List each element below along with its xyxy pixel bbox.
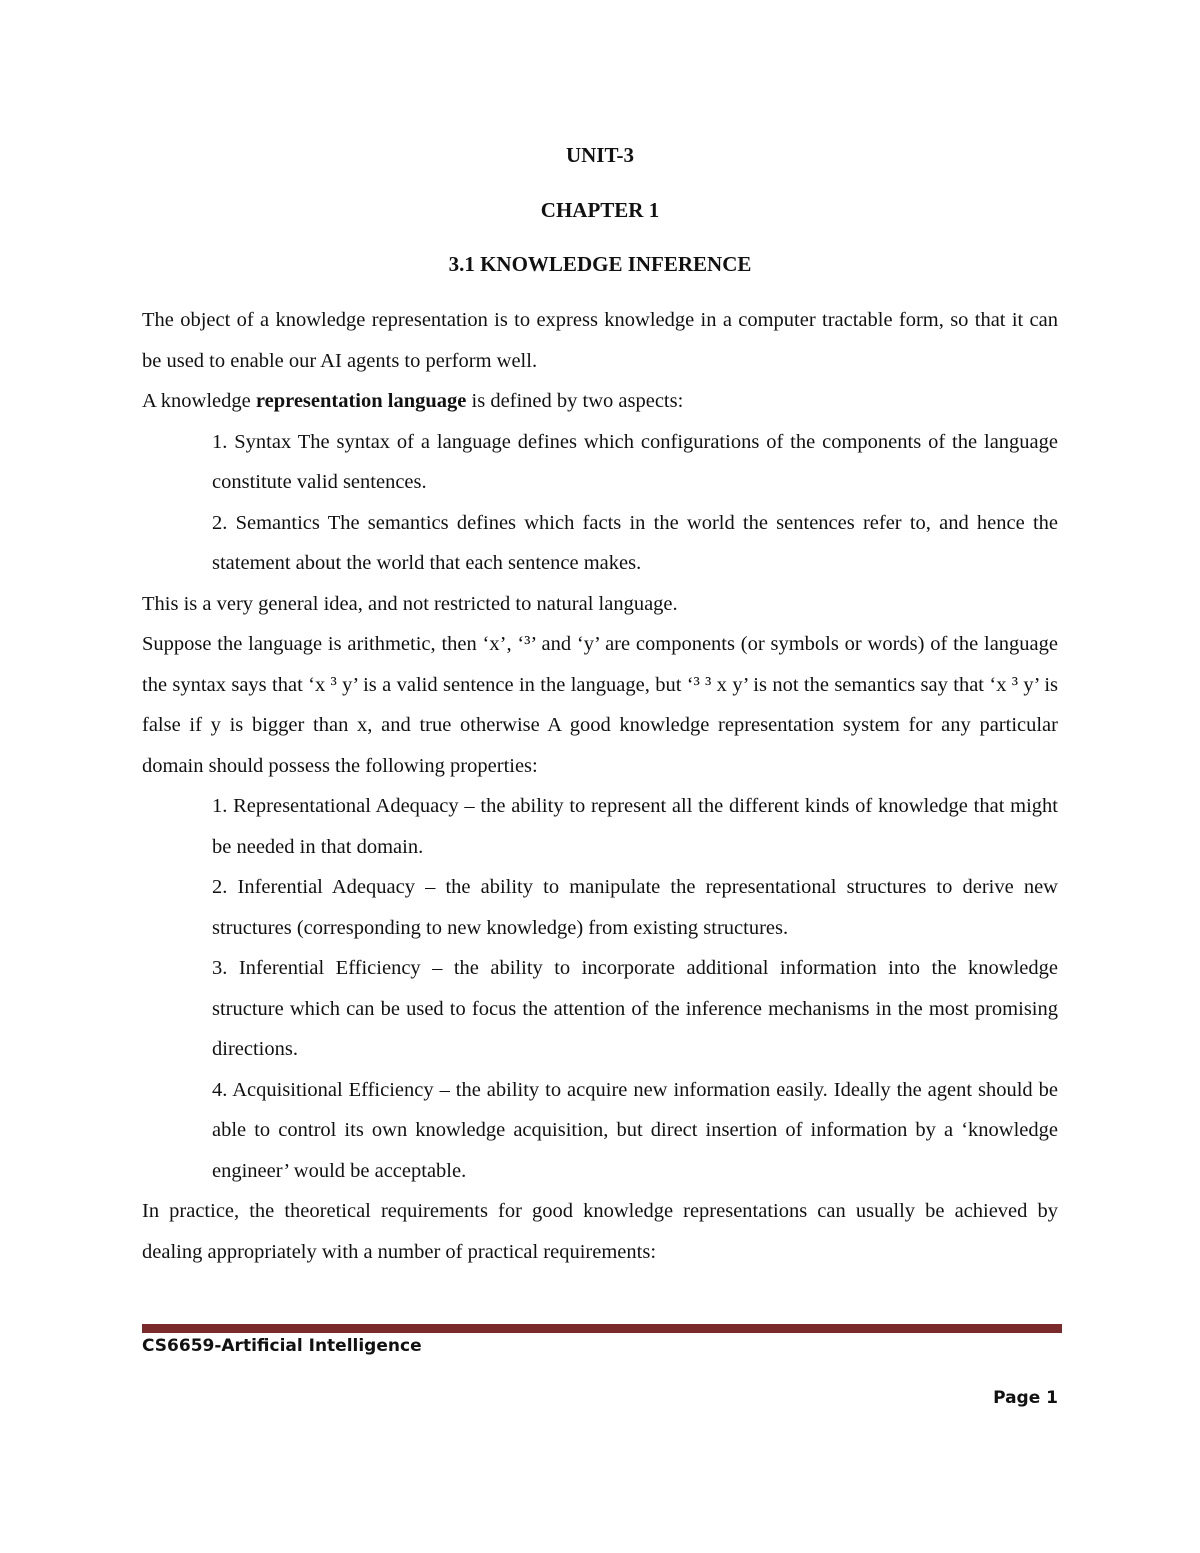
body-text xyxy=(142,300,1058,1272)
paragraph-prefix: A knowledge xyxy=(142,390,256,412)
chapter-heading: CHAPTER 1 xyxy=(540,198,660,222)
list-item-inferential-efficiency: 3. Inferential Efficiency – the ability to incorporate additional information into the knowledge structure which can be used to focus the attention of the inference mechanisms in the most promising directions. xyxy=(212,957,1058,1060)
list-item-representational-adequacy: 1. Representational Adequacy – the ability to represent all the different kinds of knowledge that might be needed in that domain. xyxy=(212,795,1058,858)
footer-course-title: CS6659-Artificial Intelligence xyxy=(142,1336,422,1356)
footer-rule xyxy=(142,1324,1062,1333)
list-item-syntax: 1. Syntax The syntax of a language defines which configurations of the components of the language constitute valid sentences. xyxy=(212,430,1058,493)
page-number: Page 1 xyxy=(993,1388,1058,1408)
list-item-semantics: 2. Semantics The semantics defines which facts in the world the sentences refer to, and hence the statement about the world that each sentence makes. xyxy=(212,511,1058,574)
general-idea-paragraph: This is a very general idea, and not restricted to natural language. xyxy=(142,592,678,615)
practice-paragraph: In practice, the theoretical requirements for good knowledge representations can usually be achieved by dealing appropriately with a number of practical requirements: xyxy=(142,1200,1058,1263)
intro-paragraph: The object of a knowledge representation is to express knowledge in a computer tractable form, so that it can be used to enable our AI agents to perform well. xyxy=(142,309,1058,372)
paragraph-suffix: is defined by two aspects: xyxy=(466,390,684,412)
representation-language-paragraph xyxy=(142,381,1058,422)
bold-term: representation language xyxy=(255,390,467,412)
list-item-acquisitional-efficiency: 4. Acquisitional Efficiency – the ability to acquire new information easily. Ideally the agent should be able to control its own knowledge acquisition, but direct insertion of information by a ‘knowledge engineer’ would be acceptable. xyxy=(212,1078,1058,1182)
arithmetic-example-paragraph: Suppose the language is arithmetic, then ‘x’, ‘³’ and ‘y’ are components (or symbols or words) of the language the syntax says that ‘x ³ y’ is a valid sentence in the language, but ‘³ ³ x y’ is not the semantics say that ‘x ³ y’ is false if y is bigger than x, and true otherwise A good knowledge representation system for any particular domain should possess the following properties: xyxy=(142,633,1058,777)
unit-heading: UNIT-3 xyxy=(565,143,635,167)
list-item-inferential-adequacy: 2. Inferential Adequacy – the ability to manipulate the representational structures to derive new structures (corresponding to new knowledge) from existing structures. xyxy=(212,876,1058,939)
section-heading: 3.1 KNOWLEDGE INFERENCE xyxy=(448,252,752,276)
